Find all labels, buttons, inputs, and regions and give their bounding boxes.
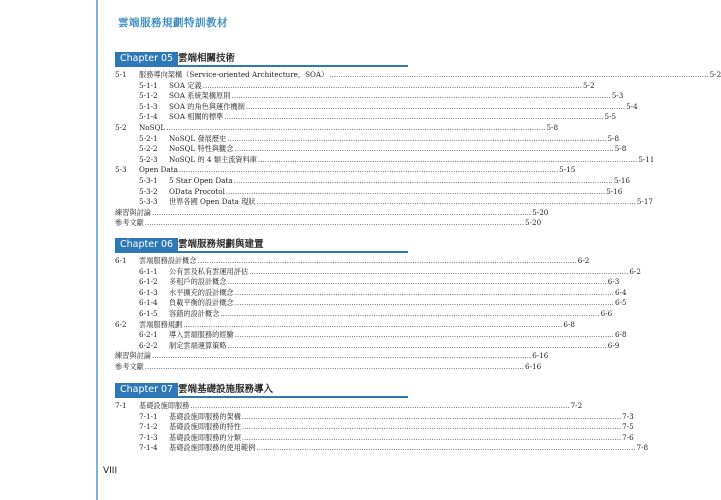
toc-entry [115,165,576,176]
toc-entry-number: 7-1 [115,401,127,410]
toc-entry-page: 5-11 [638,154,655,164]
dot-leader [198,256,577,267]
toc-entry [115,207,549,219]
toc-entry-label: OData Procotol [169,186,225,196]
toc-entry-number: 6-2-1 [139,330,158,340]
toc-entry-label: 負載平衡的設計概念 [169,298,234,308]
dot-leader [145,362,524,373]
toc-entry [115,112,617,123]
toc-entry [115,422,634,433]
toc-entry-page: 6-16 [532,351,549,361]
dot-leader [203,81,582,92]
toc-entry [115,411,634,423]
toc-entry-number: 6-1-1 [139,266,158,276]
toc-entry-label: 世界各國 Open Data 現狀 [169,197,256,207]
toc-entry-label: 練習與討論 [115,351,151,361]
margin-rule [96,0,98,500]
toc-entry-label: 參考文獻 [115,218,144,228]
toc-entry [115,351,549,362]
toc-entry-label: 多租戶的設計概念 [169,277,227,287]
toc-entry-number: 7-1-1 [139,411,158,421]
chapter-title: 雲端相關技術 [178,53,236,64]
toc-entry [115,154,655,166]
toc-entry-label: SOA 的角色與運作機制 [169,101,245,111]
toc-entry-label: 導入雲端服務的經驗 [169,330,234,340]
toc-entry-number: 5-3-2 [139,186,158,196]
toc-entry-number: 5-2-3 [139,154,158,164]
toc-entry-label: Open Data [139,165,178,175]
dot-leader [249,267,628,278]
toc-entry-label: 容錯的設計概念 [169,308,220,318]
toc-entry [115,175,630,187]
toc-entry-number: 7-1-2 [139,422,158,432]
toc-entry-label: 練習與討論 [115,207,151,217]
book-title: 雲端服務規劃特訓教材 [118,17,228,29]
dot-leader [228,341,607,352]
toc-entry-number: 6-2-2 [139,340,158,350]
toc-entry-label: NoSQL 特性與觀念 [169,144,234,154]
toc-entry-label: 基礎設施即服務的特性 [169,422,241,432]
chapter-badge: Chapter 05 [115,52,178,66]
dot-leader [226,187,605,198]
toc-entry-page: 5-20 [525,218,542,228]
dot-leader [228,277,607,288]
toc-entry [115,308,613,320]
toc-entry-page: 5-8 [546,122,559,132]
toc-entry-number: 5-1-2 [139,91,158,101]
dot-leader [235,288,614,299]
toc-list [115,70,721,229]
toc-entry-number: 6-1-2 [139,277,158,287]
chapter-06-section [115,238,641,373]
toc-entry-label: 基礎設施即服務的使用範例 [169,443,256,453]
toc-entry [115,186,623,198]
dot-leader [242,433,621,444]
toc-entry-label: NoSQL 發展歷史 [169,133,227,143]
toc-entry-page: 6-8 [614,330,627,340]
toc-entry-number: 7-1-3 [139,432,158,442]
toc-entry-number: 5-1-3 [139,101,158,111]
toc-entry [115,401,583,412]
toc-entry-page: 7-5 [622,422,634,432]
toc-entry-number: 6-1-3 [139,287,158,297]
toc-entry-page: 5-4 [626,101,638,111]
toc-entry-label: 雲端服務規劃 [139,319,183,329]
dot-leader [256,443,635,454]
toc-entry [115,197,653,208]
toc-list [115,256,641,373]
toc-entry-page: 6-8 [563,319,575,329]
toc-entry [115,361,542,373]
toc-entry-page: 5-2 [582,80,595,90]
dot-leader [235,298,614,309]
toc-entry [115,144,627,155]
toc-entry-label: 制定雲端運算策略 [169,340,227,350]
toc-entry-page: 5-20 [532,207,549,217]
dot-leader [242,422,621,433]
toc-entry-page: 7-2 [570,401,583,410]
toc-entry [115,256,590,267]
dot-leader [234,176,613,187]
toc-entry [115,218,542,229]
dot-leader [190,401,569,412]
dot-leader [231,91,610,102]
toc-entry-label: 雲端服務設計概念 [139,256,197,265]
dot-leader [227,134,606,145]
toc-entry-page: 5-2 [709,70,721,79]
dot-leader [242,412,621,423]
toc-entry-number: 5-3-3 [139,197,158,207]
dot-leader [257,197,636,208]
toc-entry-label: 5 Star Open Data [169,175,233,185]
toc-entry-page: 5-5 [604,112,617,122]
chapter-title: 雲端服務規劃與建置 [178,239,264,250]
toc-entry-label: 服務導向架構（Service-oriented Architecture，SOA） [139,70,329,79]
toc-entry-page: 6-9 [607,340,620,350]
toc-entry-label: 基礎設施即服務的分類 [169,432,241,442]
toc-entry [115,91,624,102]
dot-leader [179,165,558,176]
toc-entry-label: 基礎設施即服務的架構 [169,411,241,421]
toc-entry-page: 6-16 [525,361,542,371]
toc-entry-number: 5-2 [115,122,127,132]
toc-entry [115,80,595,92]
toc-entry-page: 6-5 [614,298,627,308]
toc-entry [115,287,627,299]
toc-entry [115,432,634,444]
dot-leader [152,208,531,219]
toc-entry-label: SOA 定義 [169,80,202,90]
toc-entry-number: 7-1-4 [139,443,158,453]
toc-entry [115,298,627,309]
toc-entry [115,319,575,331]
toc-entry-page: 6-2 [577,256,590,265]
toc-entry [115,330,627,341]
toc-entry-number: 6-2 [115,319,127,329]
toc-entry-number: 5-2-2 [139,144,158,154]
toc-entry-number: 5-1 [115,70,127,79]
toc-entry-page: 5-16 [606,186,623,196]
toc-entry-number: 6-1 [115,256,127,265]
chapter-title: 雲端基礎設施服務導入 [178,384,274,395]
dot-leader [246,102,625,113]
toc-entry-label: SOA 系統架構原則 [169,91,231,101]
toc-entry-page: 5-8 [614,144,627,154]
toc-entry-label: NoSQL 的 4 類主流資料庫 [169,154,257,164]
toc-entry-page: 5-17 [636,197,653,207]
toc-entry [115,133,620,145]
dot-leader [258,155,637,166]
toc-entry-label: SOA 相關的標準 [169,112,224,122]
toc-entry-label: 基礎設施即服務 [139,401,190,410]
toc-entry-label: 參考文獻 [115,361,144,371]
toc-entry-page: 6-2 [629,266,641,276]
toc-entry-number: 5-3 [115,165,127,175]
toc-entry-label: NoSQL [139,122,166,132]
toc-entry-page: 7-3 [622,411,634,421]
dot-leader [152,351,531,362]
chapter-badge: Chapter 07 [115,383,178,397]
dot-leader [145,218,524,229]
page-number: VIII [103,466,118,476]
chapter-07-section [115,383,649,454]
toc-entry [115,277,620,288]
toc-entry-page: 5-15 [559,165,576,175]
toc-list [115,401,649,454]
toc-entry-number: 5-1-1 [139,80,158,90]
toc-entry-number: 5-1-4 [139,112,158,122]
chapter-header [115,383,408,397]
chapter-header [115,238,408,252]
toc-entry-number: 5-3-1 [139,175,158,185]
dot-leader [224,112,603,123]
chapter-05-section [115,52,721,229]
toc-entry-number: 6-1-5 [139,308,158,318]
toc-entry-page: 6-3 [607,277,620,287]
toc-entry [115,101,638,113]
dot-leader [235,330,614,341]
chapter-header [115,52,408,66]
dot-leader [183,320,562,331]
dot-leader [234,144,613,155]
toc-entry-page: 7-6 [622,432,634,442]
toc-entry [115,122,559,134]
toc-entry-page: 5-3 [611,91,624,101]
toc-entry [115,443,649,454]
toc-entry-page: 5-16 [613,175,630,185]
chapter-badge: Chapter 06 [115,238,178,252]
dot-leader [166,123,545,134]
dot-leader [329,70,708,81]
toc-entry-page: 6-6 [600,308,613,318]
toc-entry-page: 7-8 [636,443,649,453]
toc-entry [115,70,721,81]
toc-entry-label: 公有雲及私有雲運用評估 [169,266,249,276]
toc-entry-number: 5-2-1 [139,133,158,143]
toc-entry-page: 6-4 [614,287,627,297]
toc-entry-label: 水平擴充的設計概念 [169,287,234,297]
toc-entry-page: 5-8 [607,133,620,143]
toc-entry [115,340,620,352]
toc-entry [115,266,641,278]
dot-leader [220,309,599,320]
toc-entry-number: 6-1-4 [139,298,158,308]
